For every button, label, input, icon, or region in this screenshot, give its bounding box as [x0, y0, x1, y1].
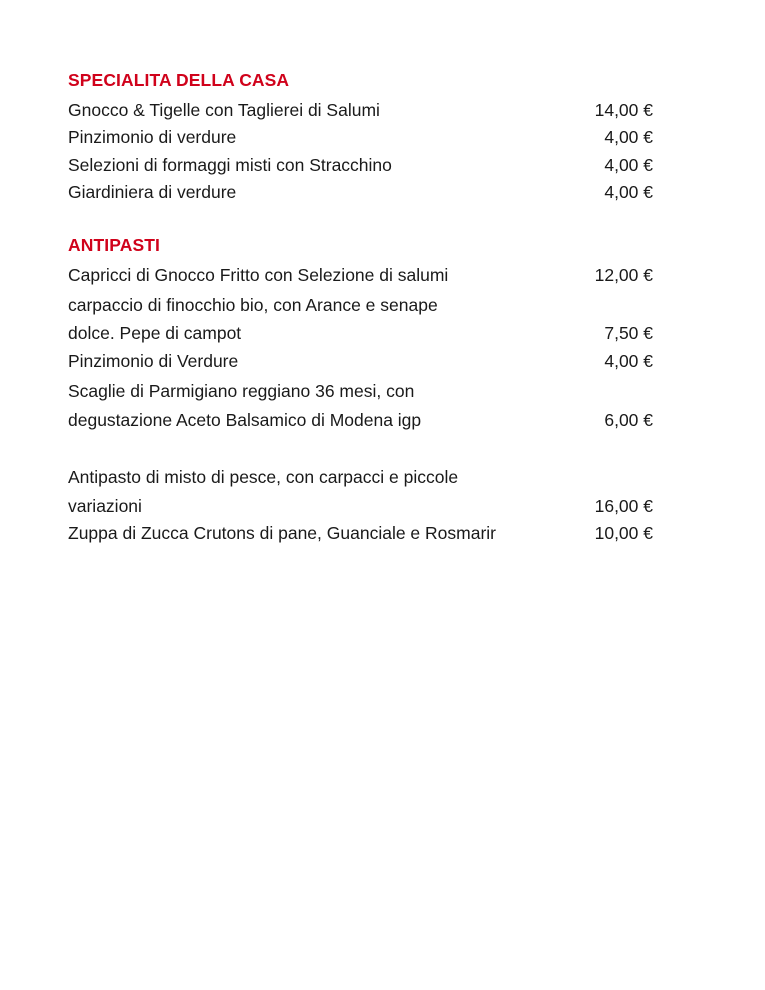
menu-item-price: 14,00 € — [594, 100, 653, 120]
menu-item-name-line: Scaglie di Parmigiano reggiano 36 mesi, con — [68, 381, 415, 401]
section-title-antipasti: ANTIPASTI — [68, 235, 160, 255]
menu-item-name: Pinzimonio di Verdure — [68, 351, 239, 371]
menu-item-name-line: carpaccio di finocchio bio, con Arance e senape — [68, 295, 438, 315]
menu-item-name-line: variazioni — [68, 496, 142, 516]
menu-item-name: Giardiniera di verdure — [68, 182, 237, 202]
menu-item-price: 16,00 € — [594, 496, 653, 516]
menu-item-name-line: Antipasto di misto di pesce, con carpacci e piccole — [68, 467, 459, 487]
menu-item-name: Pinzimonio di verdure — [68, 127, 237, 147]
menu-item-price: 4,00 € — [604, 182, 653, 202]
menu-item-price: 4,00 € — [604, 127, 653, 147]
menu-item-price: 4,00 € — [604, 351, 653, 371]
menu-item-name: Selezioni di formaggi misti con Stracchino — [68, 155, 392, 175]
section-title-specialita: SPECIALITA DELLA CASA — [68, 70, 290, 90]
menu-item-name: Zuppa di Zucca Crutons di pane, Guanciale e Rosmarir — [68, 523, 496, 543]
menu-item-name: Capricci di Gnocco Fritto con Selezione di salumi — [68, 265, 449, 285]
menu-item-name-line: degustazione Aceto Balsamico di Modena igp — [68, 410, 422, 430]
menu-item-price: 4,00 € — [604, 155, 653, 175]
menu-item-price: 6,00 € — [604, 410, 653, 430]
menu-item-name: Gnocco & Tigelle con Taglierei di Salumi — [68, 100, 380, 120]
menu-item-price: 7,50 € — [604, 323, 653, 343]
menu-item-name-line: dolce. Pepe di campot — [68, 323, 242, 343]
menu-item-price: 10,00 € — [594, 523, 653, 543]
menu-item-price: 12,00 € — [594, 265, 653, 285]
